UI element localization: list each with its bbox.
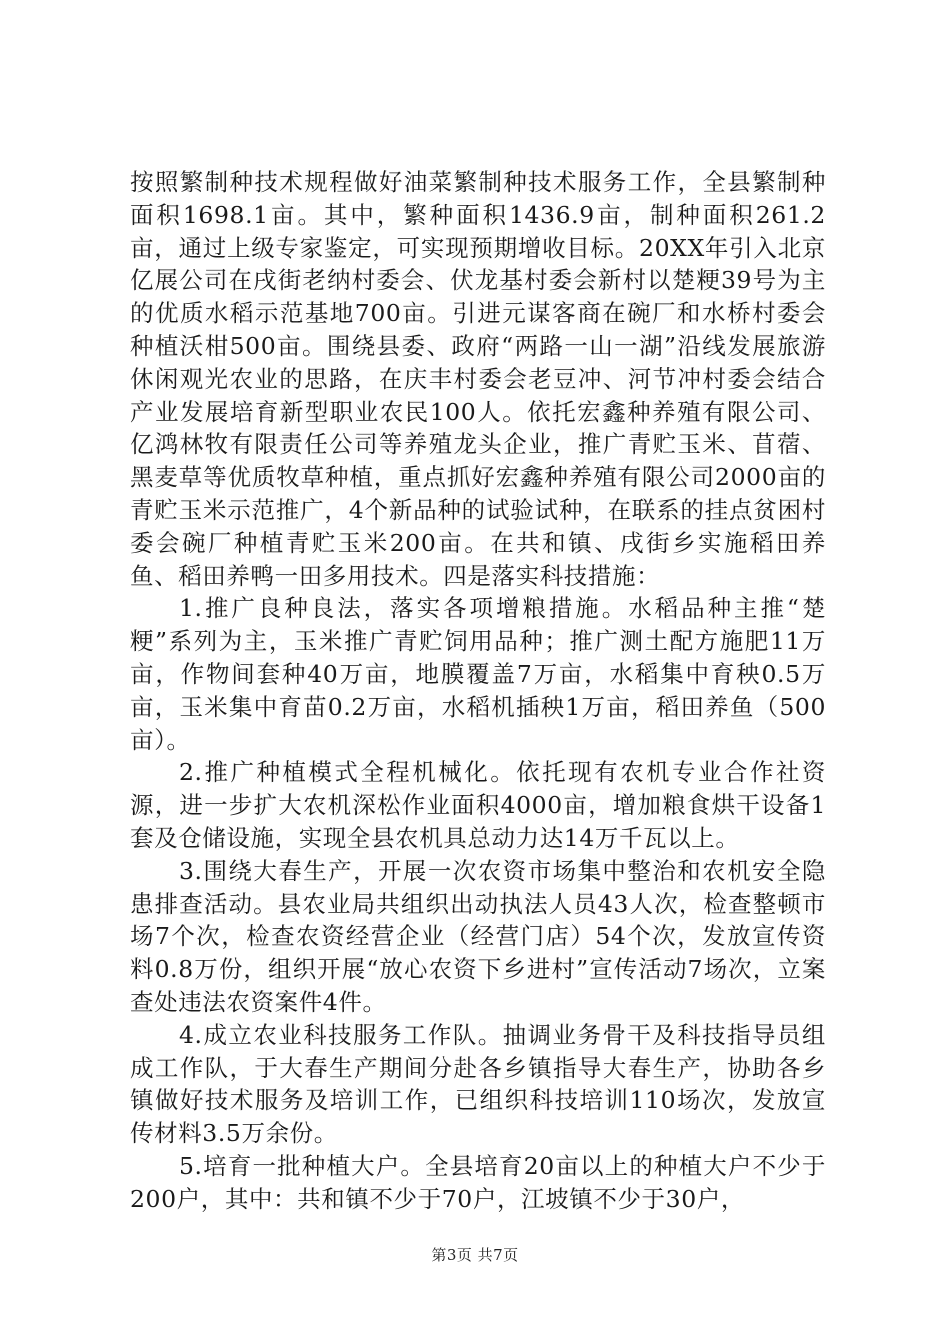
paragraph-item-5: 5.培育一批种植大户。全县培育20亩以上的种植大户不少于200户，其中：共和镇不少于70户，江坡镇不少于30户， xyxy=(130,1151,826,1213)
paragraph-item-4: 4.成立农业科技服务工作队。抽调业务骨干及科技指导员组成工作队，于大春生产期间分赴各乡镇指导大春生产，协助各乡镇做好技术服务及培训工作，已组织科技培训110场次，发放宣传材料3.5万余份。 xyxy=(130,1020,826,1148)
paragraph-item-1: 1.推广良种良法，落实各项增粮措施。水稻品种主推“楚粳”系列为主，玉米推广青贮饲用品种；推广测土配方施肥11万亩，作物间套种40万亩，地膜覆盖7万亩，水稻集中育秧0.5万亩，玉米集中育苗0.2万亩，水稻机插秧1万亩，稻田养鱼（500亩）。 xyxy=(130,594,826,754)
paragraph-item-2: 2.推广种植模式全程机械化。依托现有农机专业合作社资源，进一步扩大农机深松作业面积4000亩，增加粮食烘干设备1套及仓储设施，实现全县农机具总动力达14万千瓦以上。 xyxy=(130,758,826,852)
paragraph-item-3: 3.围绕大春生产，开展一次农资市场集中整治和农机安全隐患排查活动。县农业局共组织出动执法人员43人次，检查整顿市场7个次，检查农资经营企业（经营门店）54个次，发放宣传资料0.8万份，组织开展“放心农资下乡进村”宣传活动7场次，立案查处违法农资案件4件。 xyxy=(130,856,826,1016)
paragraph-intro: 按照繁制种技术规程做好油菜繁制种技术服务工作，全县繁制种面积1698.1亩。其中，繁种面积1436.9亩，制种面积261.2亩，通过上级专家鉴定，可实现预期增收目标。20XX年引入北京亿展公司在戌街老纳村委会、伏龙基村委会新村以楚粳39号为主的优质水稻示范基地700亩。引进元谋客商在碗厂和水桥村委会种植沃柑500亩。围绕县委、政府“两路一山一湖”沿线发展旅游休闲观光农业的思路，在庆丰村委会老豆冲、河节冲村委会结合产业发展培育新型职业农民100人。依托宏鑫种养殖有限公司、亿鸿林牧有限责任公司等养殖龙头企业，推广青贮玉米、苜蓿、黑麦草等优质牧草种植，重点抓好宏鑫种养殖有限公司2000亩的青贮玉米示范推广，4个新品种的试验试种，在联系的挂点贫困村委会碗厂种植青贮玉米200亩。在共和镇、戌街乡实施稻田养鱼、稻田养鸭一田多用技术。四是落实科技措施： xyxy=(130,168,826,590)
document-body xyxy=(130,166,826,1216)
page-number-footer: 第3页 共7页 xyxy=(431,1246,519,1264)
